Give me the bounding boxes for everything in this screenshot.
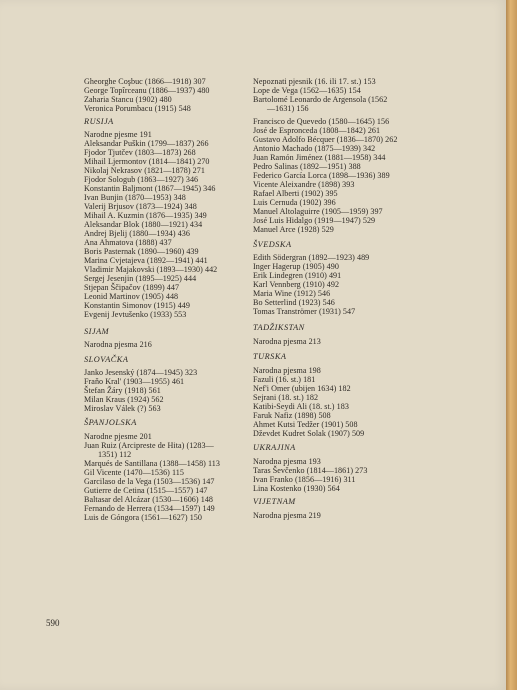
index-entry: Andrej Bjelij (1880—1934) 436	[84, 229, 190, 238]
index-entry: Gutierre de Cetina (1515—1557) 147	[84, 486, 208, 495]
index-entry: Vicente Aleixandre (1898) 393	[253, 180, 355, 189]
index-entry: Edith Södergran (1892—1923) 489	[253, 253, 370, 262]
section-heading: ŠPANJOLSKA	[84, 418, 137, 427]
index-entry: Fernando de Herrera (1534—1597) 149	[84, 504, 215, 513]
page-number: 590	[46, 618, 60, 628]
page-edge	[506, 0, 517, 690]
index-entry: Fraňo Kral' (1903—1955) 461	[84, 377, 185, 386]
section-heading: SLOVAČKA	[84, 355, 129, 364]
index-entry: Marqués de Santillana (1388—1458) 113	[84, 459, 220, 468]
index-entry: Mihail A. Kuzmin (1876—1935) 349	[84, 211, 207, 220]
section-heading: SIJAM	[84, 327, 110, 336]
index-entry: Gil Vicente (1470—1536) 115	[84, 468, 184, 477]
index-entry: Nef'i Omer (ubijen 1634) 182	[253, 384, 351, 393]
index-entry: Erik Lindegren (1910) 491	[253, 271, 342, 280]
index-entry: Maria Wine (1912) 546	[253, 289, 331, 298]
index-entry: Nikolaj Nekrasov (1821—1878) 271	[84, 166, 205, 175]
index-entry: Stjepan Ščipačov (1899) 447	[84, 283, 180, 292]
index-entry: Gheorghe Coşbuc (1866—1918) 307	[84, 77, 206, 86]
index-entry: Mihail Ljermontov (1814—1841) 270	[84, 157, 210, 166]
index-entry: Narodna pjesma 219	[253, 511, 321, 520]
index-entry: Tomas Tranströmer (1931) 547	[253, 307, 356, 316]
index-entry: Ana Ahmatova (1888) 437	[84, 238, 172, 247]
section-heading: RUSIJA	[84, 117, 114, 126]
section-heading: UKRAJINA	[253, 443, 296, 452]
index-entry: Aleksandar Puškin (1799—1837) 266	[84, 139, 209, 148]
index-entry: Zaharia Stancu (1902) 480	[84, 95, 172, 104]
index-entry: Manuel Arce (1928) 529	[253, 225, 334, 234]
index-entry: Antonio Machado (1875—1939) 342	[253, 144, 376, 153]
index-entry: —1631) 156	[267, 104, 309, 113]
index-entry: Ahmet Kutsi Tedžer (1901) 508	[253, 420, 358, 429]
index-entry: Inger Hagerup (1905) 490	[253, 262, 339, 271]
index-entry: Narodna pjesma 213	[253, 337, 321, 346]
index-entry: Luis de Góngora (1561—1627) 150	[84, 513, 202, 522]
index-entry: Nepoznati pjesnik (16. ili 17. st.) 153	[253, 77, 376, 86]
index-entry: Pedro Salinas (1892—1951) 388	[253, 162, 361, 171]
index-entry: Juan Ramón Jiménez (1881—1958) 344	[253, 153, 386, 162]
index-entry: 1351) 112	[98, 450, 132, 459]
index-entry: Fazuli (16. st.) 181	[253, 375, 316, 384]
index-entry: Dževdet Kudret Solak (1907) 509	[253, 429, 365, 438]
index-entry: Lina Kostenko (1930) 564	[253, 484, 340, 493]
index-entry: Leonid Martinov (1905) 448	[84, 292, 179, 301]
index-entry: Sergej Jesenjin (1895—1925) 444	[84, 274, 197, 283]
index-entry: Ivan Bunjin (1870—1953) 348	[84, 193, 186, 202]
index-entry: Lope de Vega (1562—1635) 154	[253, 86, 361, 95]
section-heading: VIJETNAM	[253, 497, 296, 506]
index-entry: Boris Pasternak (1890—1960) 439	[84, 247, 199, 256]
index-entry: Faruk Nafiz (1898) 508	[253, 411, 331, 420]
index-entry: Marina Cvjetajeva (1892—1941) 441	[84, 256, 208, 265]
index-entry: Evgenij Jevtušenko (1933) 553	[84, 310, 187, 319]
index-entry: George Topîrceanu (1886—1937) 480	[84, 86, 210, 95]
index-entry: Narodna pjesma 198	[253, 366, 321, 375]
index-entry: Miroslav Válek (?) 563	[84, 404, 161, 413]
index-entry: Konstantin Simonov (1915) 449	[84, 301, 190, 310]
index-entry: Rafael Alberti (1902) 395	[253, 189, 338, 198]
index-entry: Narodne pjesme 201	[84, 432, 152, 441]
index-entry: Bartolomé Leonardo de Argensola (1562	[253, 95, 388, 104]
section-heading: TURSKA	[253, 352, 287, 361]
section-heading: ŠVEDSKA	[253, 240, 292, 249]
index-entry: Ivan Franko (1856—1916) 311	[253, 475, 356, 484]
index-entry: Fjodor Sologub (1863—1927) 346	[84, 175, 199, 184]
index-entry: Narodna pjesma 193	[253, 457, 321, 466]
index-entry: Garcilaso de la Vega (1503—1536) 147	[84, 477, 215, 486]
index-entry: Aleksandar Blok (1880—1921) 434	[84, 220, 203, 229]
index-entry: Fjodor Tjutčev (1803—1873) 268	[84, 148, 196, 157]
index-entry: Karl Vennberg (1910) 492	[253, 280, 340, 289]
index-entry: Taras Ševčenko (1814—1861) 273	[253, 466, 368, 475]
index-entry: Baltasar del Alcázar (1530—1606) 148	[84, 495, 214, 504]
index-entry: Narodne pjesme 191	[84, 130, 152, 139]
index-entry: Juan Ruiz (Arcipreste de Hita) (1283—	[84, 441, 214, 450]
index-entry: Janko Jesenský (1874—1945) 323	[84, 368, 198, 377]
section-heading: TADŽIKSTAN	[253, 323, 305, 332]
index-entry: Luis Cernuda (1902) 396	[253, 198, 336, 207]
index-entry: Gustavo Adolfo Bécquer (1836—1870) 262	[253, 135, 398, 144]
index-entry: Vladimir Majakovski (1893—1930) 442	[84, 265, 218, 274]
index-entry: Francisco de Quevedo (1580—1645) 156	[253, 117, 390, 126]
index-entry: Valerij Brjusov (1873—1924) 348	[84, 202, 197, 211]
index-entry: José Luis Hidalgo (1919—1947) 529	[253, 216, 376, 225]
index-entry: Štefan Žáry (1918) 561	[84, 386, 161, 395]
index-entry: Milan Kraus (1924) 562	[84, 395, 164, 404]
index-entry: Narodna pjesma 216	[84, 340, 152, 349]
index-entry: Bo Setterlind (1923) 546	[253, 298, 335, 307]
index-entry: Katibi-Seydi Ali (18. st.) 183	[253, 402, 349, 411]
index-entry: José de Espronceda (1808—1842) 261	[253, 126, 381, 135]
index-entry: Konstantin Baljmont (1867—1945) 346	[84, 184, 216, 193]
index-entry: Manuel Altolaguirre (1905—1959) 397	[253, 207, 383, 216]
index-entry: Federico García Lorca (1898—1936) 389	[253, 171, 390, 180]
index-entry: Sejrani (18. st.) 182	[253, 393, 319, 402]
index-entry: Veronica Porumbacu (1915) 548	[84, 104, 191, 113]
